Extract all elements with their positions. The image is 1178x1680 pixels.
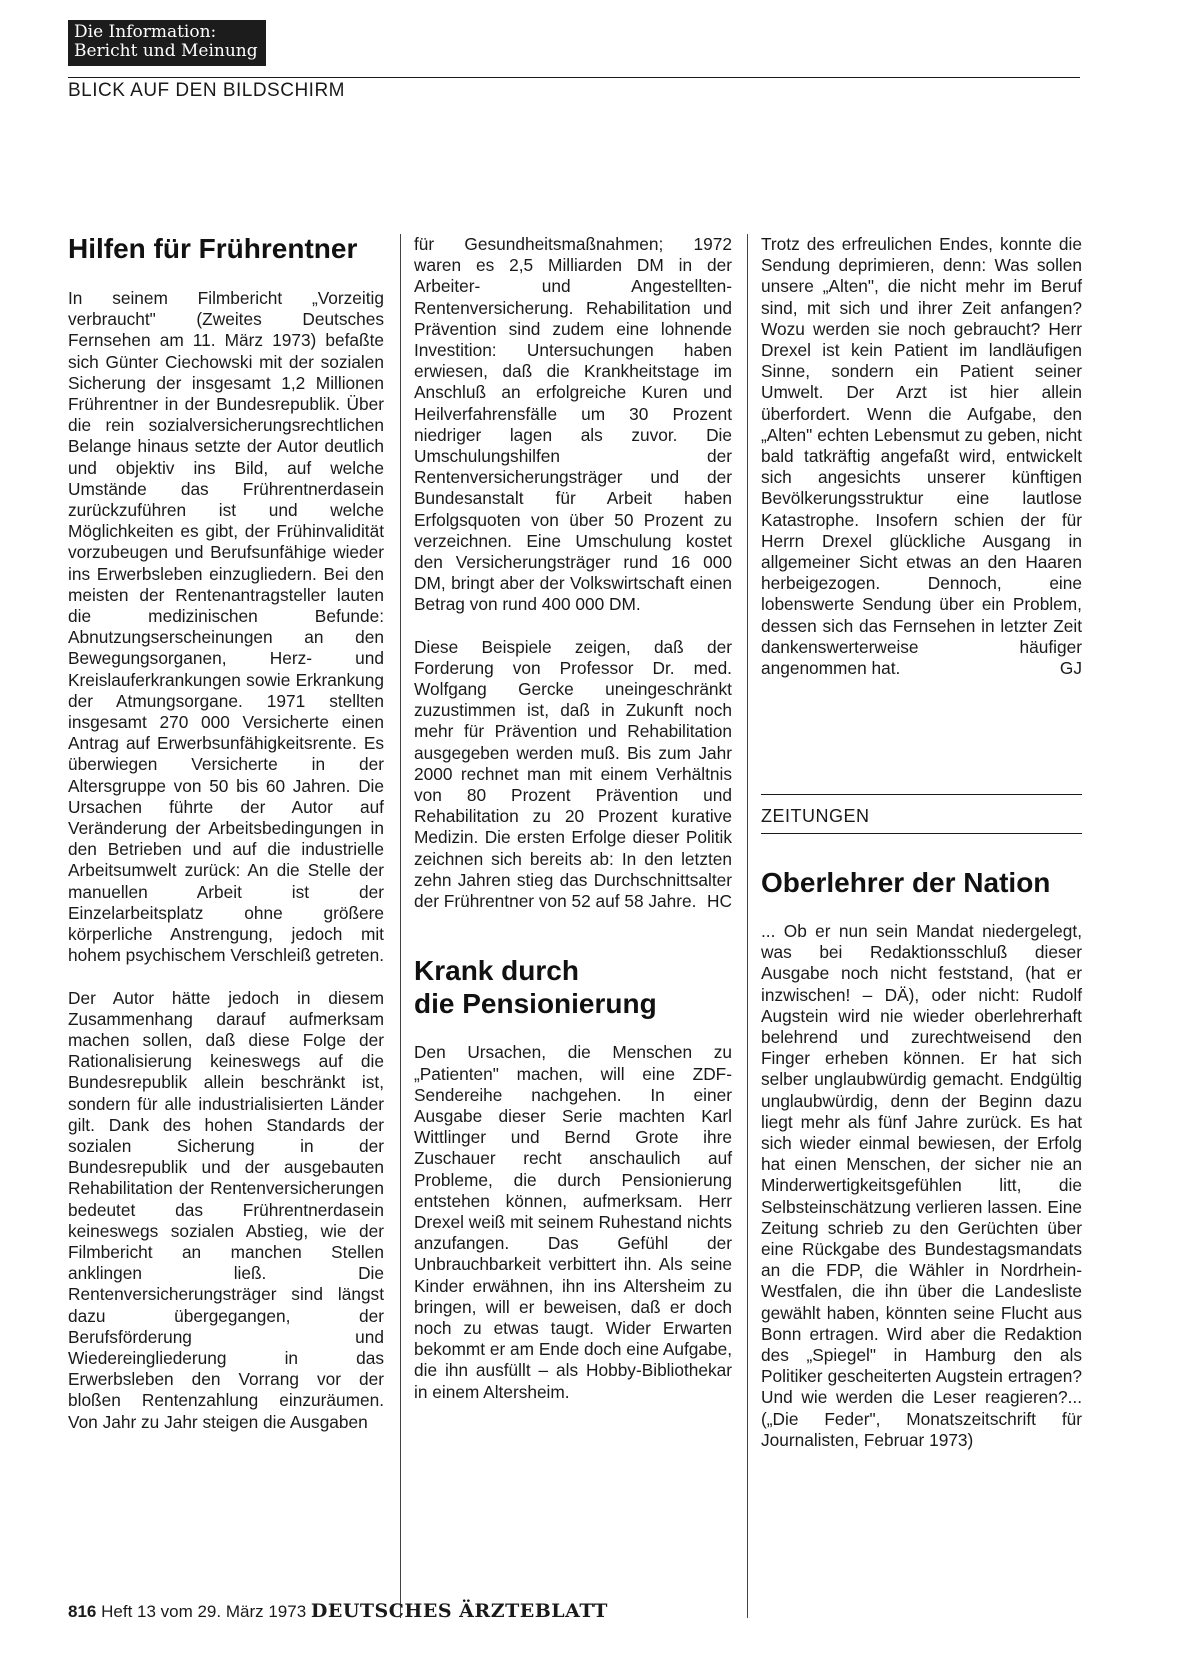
section-label: BLICK AUF DEN BILDSCHIRM bbox=[68, 80, 345, 101]
article-paragraph: In seinem Filmbericht „Vorzeitig verbraucht" (Zweites Deutsches Fernsehen am 11. März 1973) befaßte sich Günter Ciechowski mit der sozialen Sicherung der insgesamt 1,2 Millionen Frührentner in der Bundesrepublik. Über die rein sozialversicherungsrechtlichen Belange hinaus setzte der Autor deutlich und objektiv ins Bild, auf welche Umstände das Frührentnerdasein zurückzuführen ist und welche Möglichkeiten es gibt, der Frühinvalidität vorzubeugen und Berufsunfähige wieder ins Erwerbsleben einzugliedern. Bei den meisten der Rentenantragsteller lauten die medizinischen Befunde: Abnutzungserscheinungen an den Bewegungsorganen, Herz- und Kreislauferkrankungen sowie Erkrankung der Atmungsorgane. 1971 stellten insgesamt 270 000 Versicherte einen Antrag auf Erwerbsunfähigkeitsrente. Es überwiegen Versicherte in der Altersgruppe von 50 bis 60 Jahren. Die Ursachen führte der Autor auf Veränderung der Arbeitsbedingungen in den Betrieben und auf die industrielle Arbeitsumwelt zurück: An die Stelle der manuellen Arbeit ist der Einzelarbeitsplatz ohne größere körperliche Anstrengung, jedoch mit hohem psychischem Verschleiß getreten. bbox=[68, 288, 385, 966]
magazine-name: DEUTSCHES ÄRZTEBLATT bbox=[310, 1600, 608, 1622]
rubric-badge bbox=[68, 20, 266, 66]
article-title bbox=[414, 954, 732, 1020]
rubric-line-1: Die Information: bbox=[74, 22, 217, 42]
article-paragraph: ... Ob er nun sein Mandat niedergelegt, was bei Redaktionsschluß dieser Ausgabe noch nicht feststand, (hat er inzwischen! – DÄ), oder nicht: Rudolf Augstein wird nie wieder oberlehrerhaft belehrend und zurechtweisend den Finger erheben können. Er hat sich selber unglaubwürdig gemacht. Endgültig unglaubwürdig, denn der Beginn dazu liegt mehr als fünf Jahre zurück. Es hat sich wieder einmal bewiesen, der Erfolg hat einen Menschen, der sicher nie an Minderwertigkeitsgefühlen litt, die Selbsteinschätzung verlieren lassen. Eine Zeitung schrieb zu den Gerüchten über eine Rückgabe des Bundestagsmandats an die FDP, die Wähler in Nordrhein-Westfalen, die ihn über die Landesliste gewählt haben, könnten seine Flucht aus Bonn ertragen. Wird aber die Redaktion des „Spiegel" in Hamburg den als Politiker gescheiterten Augstein ertragen? Und wie werden die Leser reagieren?... („Die Feder", Monatszeitschrift für Journalisten, Februar 1973) bbox=[761, 921, 1082, 1450]
article-paragraph bbox=[414, 637, 732, 913]
article-title: Hilfen für Frührentner bbox=[68, 233, 358, 264]
section-rule bbox=[761, 833, 1082, 834]
column-1 bbox=[68, 232, 384, 1433]
column-3-lower bbox=[761, 866, 1082, 1451]
column-2 bbox=[414, 234, 732, 1403]
page-footer bbox=[68, 1600, 608, 1622]
title-line-1: Krank durch bbox=[414, 955, 579, 987]
article-paragraph bbox=[761, 234, 1082, 679]
column-divider bbox=[400, 234, 401, 1618]
article-paragraph: Den Ursachen, die Menschen zu „Patienten" machen, will eine ZDF-Sendereihe nachgehen. In einer Ausgabe dieser Serie machten Karl Wittlinger und Bernd Grote ihre Zuschauer recht anschaulich auf Probleme, die durch Pensionierung entstehen können, aufmerksam. Herr Drexel weiß mit seinem Ruhestand nichts anzufangen. Das Gefühl der Unbrauchbarkeit verbittert ihn. Als seine Kinder erwähnen, ihn ins Altersheim zu bringen, will er beweisen, daß er doch noch zu etwas taugt. Wider Erwarten bekommt er am Ende doch eine Aufgabe, die ihn ausfüllt – als Hobby-Bibliothekar in einem Altersheim. bbox=[414, 1042, 732, 1402]
article-title: Oberlehrer der Nation bbox=[761, 867, 1051, 898]
section-label: ZEITUNGEN bbox=[761, 806, 870, 826]
article-paragraph: für Gesundheitsmaßnahmen; 1972 waren es 2,5 Milliarden DM in der Arbeiter- und Angestellten-Rentenversicherung. Rehabilitation und Prävention sind zudem eine lohnende Investition: Untersuchungen haben erwiesen, daß die Krankheitstage im Anschluß an erfolgreiche Kuren und Heilverfahrensfälle um 30 Prozent niedriger lagen als zuvor. Die Umschulungshilfen der Rentenversicherungsträger und der Bundesanstalt für Arbeit haben Erfolgsquoten von über 50 Prozent zu verzeichnen. Eine Umschulung kostet den Versicherungsträger rund 16 000 DM, bringt aber der Volkswirtschaft einen Betrag von rund 400 000 DM. bbox=[414, 234, 732, 615]
article-text: Diese Beispiele zeigen, daß der Forderung von Professor Dr. med. Wolfgang Gercke uneingeschränkt zuzustimmen ist, daß in Zukunft noch mehr für Prävention und Rehabilitation ausgegeben werden muß. Bis zum Jahr 2000 rechnet man mit einem Verhältnis von 80 Prozent Prävention und Rehabilitation zu 20 Prozent kurative Medizin. Die ersten Erfolge dieser Politik zeichnen sich bereits ab: In den letzten zehn Jahren stieg das Durchschnittsalter der Frührentner von 52 auf 58 Jahre. bbox=[414, 636, 732, 912]
page-number: 816 bbox=[68, 1602, 97, 1621]
issue-info: Heft 13 vom 29. März 1973 bbox=[101, 1602, 307, 1621]
article-paragraph: Der Autor hätte jedoch in diesem Zusammenhang darauf aufmerksam machen sollen, daß diese Folge der Rationalisierung keineswegs auf die Bundesrepublik allein beschränkt ist, sondern für alle industrialisierten Länder gilt. Dank des hohen Standards der sozialen Sicherung in der Bundesrepublik und der ausgebauten Rehabilitation der Rentenversicherungen bedeutet das Frührentnerdasein keineswegs sozialen Abstieg, wie der Filmbericht an manchen Stellen anklingen ließ. Die Rentenversicherungsträger sind längst dazu übergegangen, der Berufsförderung und Wiedereingliederung in das Erwerbsleben den Vorrang vor der bloßen Rentenzahlung einzuräumen. Von Jahr zu Jahr steigen die Ausgaben bbox=[68, 987, 384, 1432]
rubric-line-2: Bericht und Meinung bbox=[74, 41, 258, 61]
column-divider bbox=[747, 234, 748, 1618]
header-rule bbox=[68, 77, 1080, 78]
author-signature: GJ bbox=[1059, 658, 1082, 679]
title-line-2: die Pensionierung bbox=[414, 988, 657, 1020]
column-3 bbox=[761, 234, 1082, 679]
section-rule bbox=[761, 794, 1082, 795]
article-text: Trotz des erfreulichen Endes, konnte die Sendung deprimieren, denn: Was sollen unsere „Alten", die nicht mehr im Beruf sind, mit sich und ihrer Zeit anfangen? Wozu werden sie noch gebraucht? Herr Drexel ist kein Patient im landläufigen Sinne, sondern ein Patient seiner Umwelt. Der Arzt ist hier allein überfordert. Wenn die Aufgabe, den „Alten" echten Lebensmut zu geben, nicht bald tatkräftig angefaßt wird, entwickelt sich angesichts unserer künftigen Bevölkerungsstruktur eine lautlose Katastrophe. Insofern schien der für Herrn Drexel glückliche Ausgang in allgemeiner Sicht etwas an den Haaren herbeigezogen. Dennoch, eine lobenswerte Sendung über ein Problem, dessen sich das Fernsehen in letzter Zeit dankenswerterweise häufiger angenommen hat. bbox=[761, 234, 1082, 679]
author-signature: HC bbox=[707, 891, 732, 912]
